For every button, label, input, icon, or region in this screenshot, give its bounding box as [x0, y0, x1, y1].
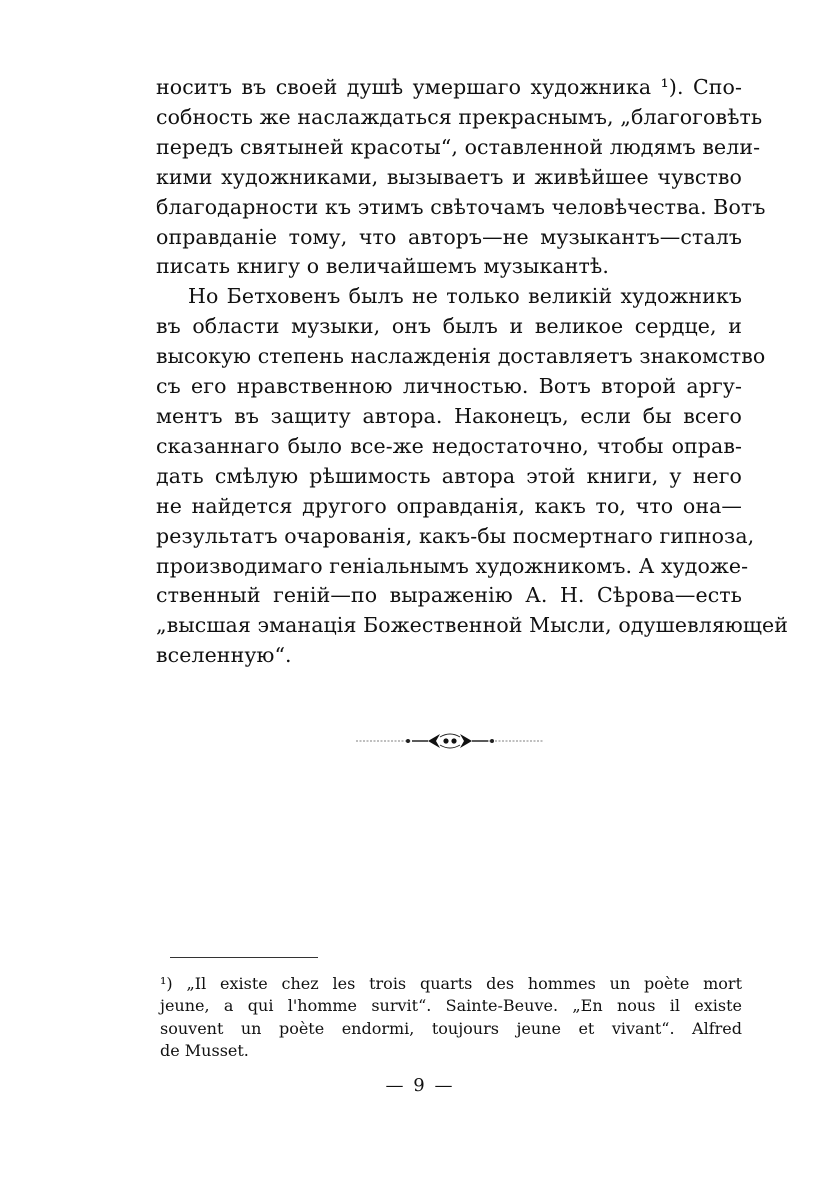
main-text	[156, 73, 788, 671]
footnote-text	[160, 973, 742, 1063]
text-line: въ области музыки, онъ былъ и великое сердце, и	[156, 314, 742, 339]
text-line: „высшая эманація Божественной Мысли, одушевляющей	[156, 613, 788, 638]
text-line: сказаннаго было все-же недостаточно, чтобы оправ-	[156, 433, 742, 458]
text-line: Но Бетховенъ былъ не только великій художникъ	[188, 284, 742, 309]
text-line: ственный геній—по выраженію А. Н. Сѣрова—есть	[156, 583, 742, 608]
page-number: — 9 —	[385, 1075, 455, 1096]
text-line: ментъ въ защиту автора. Наконецъ, если бы всего	[156, 403, 742, 428]
text-line: собность же наслаждаться прекраснымъ, „благоговѣть	[156, 104, 763, 129]
footnote-line: souvent un poète endormi, toujours jeune et vivant“. Alfred	[160, 1018, 742, 1038]
text-line: вселенную“.	[156, 643, 292, 668]
text-line: результатъ очарованія, какъ-бы посмертнаго гипноза,	[156, 523, 755, 548]
text-line: съ его нравственною личностью. Вотъ второй аргу-	[156, 374, 742, 399]
footnote-line: jeune, a qui l'homme survit“. Sainte-Beuve. „En nous il existe	[160, 996, 742, 1016]
text-line: благодарности къ этимъ свѣточамъ человѣчества. Вотъ	[156, 194, 766, 219]
text-line: оправданіе тому, что авторъ—не музыкантъ—сталъ	[156, 224, 742, 249]
text-line: писать книгу о величайшемъ музыкантѣ.	[156, 254, 609, 279]
text-line: носитъ въ своей душѣ умершаго художника ¹). Спо-	[156, 75, 742, 99]
footnote-line: de Musset.	[160, 1041, 249, 1061]
ornament-divider-icon	[356, 729, 544, 753]
footnote-line: ¹) „Il existe chez les trois quarts des hommes un poète mort	[160, 974, 742, 993]
text-line: производимаго геніальнымъ художникомъ. А художе-	[156, 553, 749, 578]
text-line: не найдется другого оправданія, какъ то, что она—	[156, 493, 742, 518]
text-line: высокую степень наслажденія доставляетъ знакомство	[156, 344, 766, 369]
text-line: кими художниками, вызываетъ и живѣйшее чувство	[156, 164, 742, 189]
text-line: дать смѣлую рѣшимость автора этой книги, у него	[156, 463, 742, 488]
footnote-separator	[170, 957, 318, 958]
text-line: передъ святыней красоты“, оставленной людямъ вели-	[156, 134, 761, 159]
